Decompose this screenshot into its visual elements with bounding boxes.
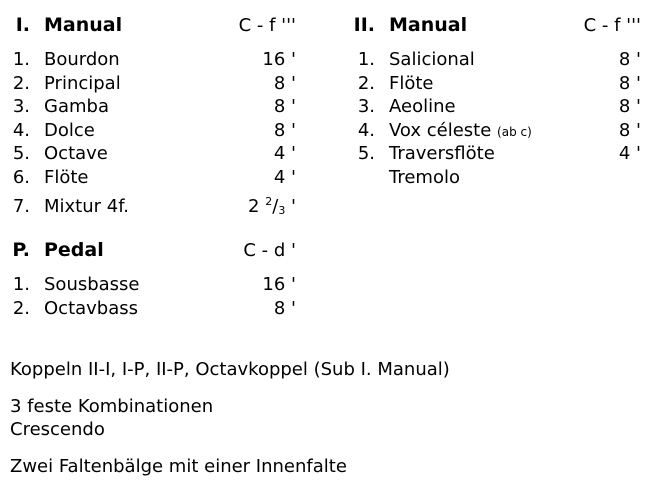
- stop-row: [345, 142, 641, 166]
- manual-2-range: C - f ''': [583, 15, 641, 36]
- footage-mark: ': [291, 195, 296, 217]
- stop-number: 1.: [357, 49, 375, 70]
- stop-number: 5.: [12, 143, 30, 165]
- stop-footage: 4 ': [273, 166, 296, 188]
- stop-row: [345, 72, 641, 96]
- manual-1-stop-list: [0, 48, 296, 217]
- stop-name-cell: [44, 95, 274, 119]
- stop-row: [345, 48, 641, 72]
- stop-name: Flöte: [44, 166, 89, 188]
- stop-name: Tremolo: [389, 166, 460, 188]
- manual-2-stop-list: [345, 48, 641, 190]
- footage-whole: 2: [248, 195, 260, 217]
- stop-row: [0, 142, 296, 166]
- stop-name: Flöte: [389, 72, 434, 94]
- pedal-stop-list: [0, 273, 296, 320]
- stop-row: [0, 48, 296, 72]
- stop-name-cell: [44, 72, 274, 96]
- stop-row: [345, 119, 641, 143]
- stop-name-cell: [389, 95, 619, 119]
- stop-number: 1.: [12, 274, 30, 295]
- pedal-section: [0, 239, 296, 320]
- stop-name: Sousbasse: [44, 274, 140, 295]
- stop-footage: 8 ': [618, 72, 641, 94]
- pedal-header: [0, 239, 296, 265]
- stop-name-cell: [44, 142, 274, 166]
- manual-2-section: [345, 14, 641, 190]
- stop-number: 7.: [12, 195, 30, 217]
- stop-name-cell: [389, 48, 619, 72]
- stop-name: Salicional: [389, 49, 475, 70]
- stop-row: [0, 166, 296, 190]
- stop-row: [345, 166, 641, 190]
- stop-name: Aeoline: [389, 96, 456, 118]
- pedal-number: P.: [12, 239, 30, 261]
- manual-2-number: II.: [353, 14, 375, 36]
- stop-name: Vox céleste: [389, 119, 492, 141]
- stop-footage: 16 ': [262, 49, 296, 70]
- stop-name: Dolce: [44, 119, 95, 141]
- pedal-range: C - d ': [243, 240, 296, 261]
- stop-row: [0, 273, 296, 297]
- stop-row: [0, 72, 296, 96]
- fraction-slash: /: [272, 195, 279, 217]
- stop-name-cell: [44, 166, 274, 190]
- stop-name-cell: [44, 273, 262, 297]
- manual-1-number: I.: [15, 14, 30, 36]
- stop-note: (ab c): [497, 124, 532, 139]
- stop-footage: 8 ': [618, 49, 641, 70]
- combinations-text: 3 feste Kombinationen: [10, 396, 214, 417]
- stop-footage: 4 ': [618, 143, 641, 165]
- stop-name: Octave: [44, 143, 108, 165]
- stop-name: Principal: [44, 72, 121, 94]
- stop-number: 2.: [12, 297, 30, 319]
- stop-number: 4.: [12, 119, 30, 141]
- footage-denominator: 3: [278, 203, 286, 217]
- stop-name-cell: [389, 119, 619, 145]
- manual-1-range: C - f ''': [238, 15, 296, 36]
- stop-name-cell: [44, 119, 274, 143]
- manual-1-title: Manual: [44, 14, 123, 36]
- stop-name-cell: [44, 48, 262, 72]
- stop-row: [345, 95, 641, 119]
- manual-1-header: [0, 14, 296, 40]
- stop-footage: [248, 190, 296, 223]
- stop-row: [0, 95, 296, 119]
- stop-row: [0, 297, 296, 321]
- stop-name-cell: [389, 72, 619, 96]
- pedal-title: Pedal: [44, 239, 104, 261]
- stop-footage: 8 ': [273, 96, 296, 118]
- stop-footage: 8 ': [273, 119, 296, 141]
- stop-name-cell: [44, 195, 248, 219]
- stop-number: 1.: [12, 49, 30, 70]
- manual-2-header: [345, 14, 641, 40]
- stop-footage: 4 ': [273, 143, 296, 165]
- stop-name: Bourdon: [44, 49, 120, 70]
- stop-name-cell: [44, 297, 274, 321]
- stop-footage: 8 ': [618, 96, 641, 118]
- stop-name-cell: [389, 166, 641, 190]
- stop-footage: 8 ': [273, 72, 296, 94]
- stop-name: Traversflöte: [389, 143, 495, 165]
- stop-name: Mixtur 4f.: [44, 195, 129, 217]
- stop-name-cell: [389, 142, 619, 166]
- couplers-text: Koppeln II-I, I-P, II-P, Octavkoppel (Sub I. Manual): [10, 359, 450, 380]
- stop-name: Gamba: [44, 96, 109, 118]
- manual-2-title: Manual: [389, 14, 468, 36]
- stop-footage: 8 ': [618, 119, 641, 141]
- bellows-text: Zwei Faltenbälge mit einer Innenfalte: [10, 456, 347, 477]
- stop-name: Octavbass: [44, 297, 139, 319]
- stop-number: 2.: [12, 72, 30, 94]
- crescendo-text: Crescendo: [10, 419, 105, 440]
- stop-number: 5.: [357, 143, 375, 165]
- stop-row: [0, 119, 296, 143]
- stop-number: 2.: [357, 72, 375, 94]
- stop-number: 4.: [357, 119, 375, 141]
- stop-number: 6.: [12, 166, 30, 188]
- stop-footage: 8 ': [273, 297, 296, 319]
- stop-row: [0, 190, 296, 217]
- footage-numerator: 2: [265, 194, 273, 208]
- stop-number: 3.: [12, 96, 30, 118]
- stop-number: 3.: [357, 96, 375, 118]
- manual-1-section: [0, 14, 296, 217]
- stop-footage: 16 ': [262, 274, 296, 295]
